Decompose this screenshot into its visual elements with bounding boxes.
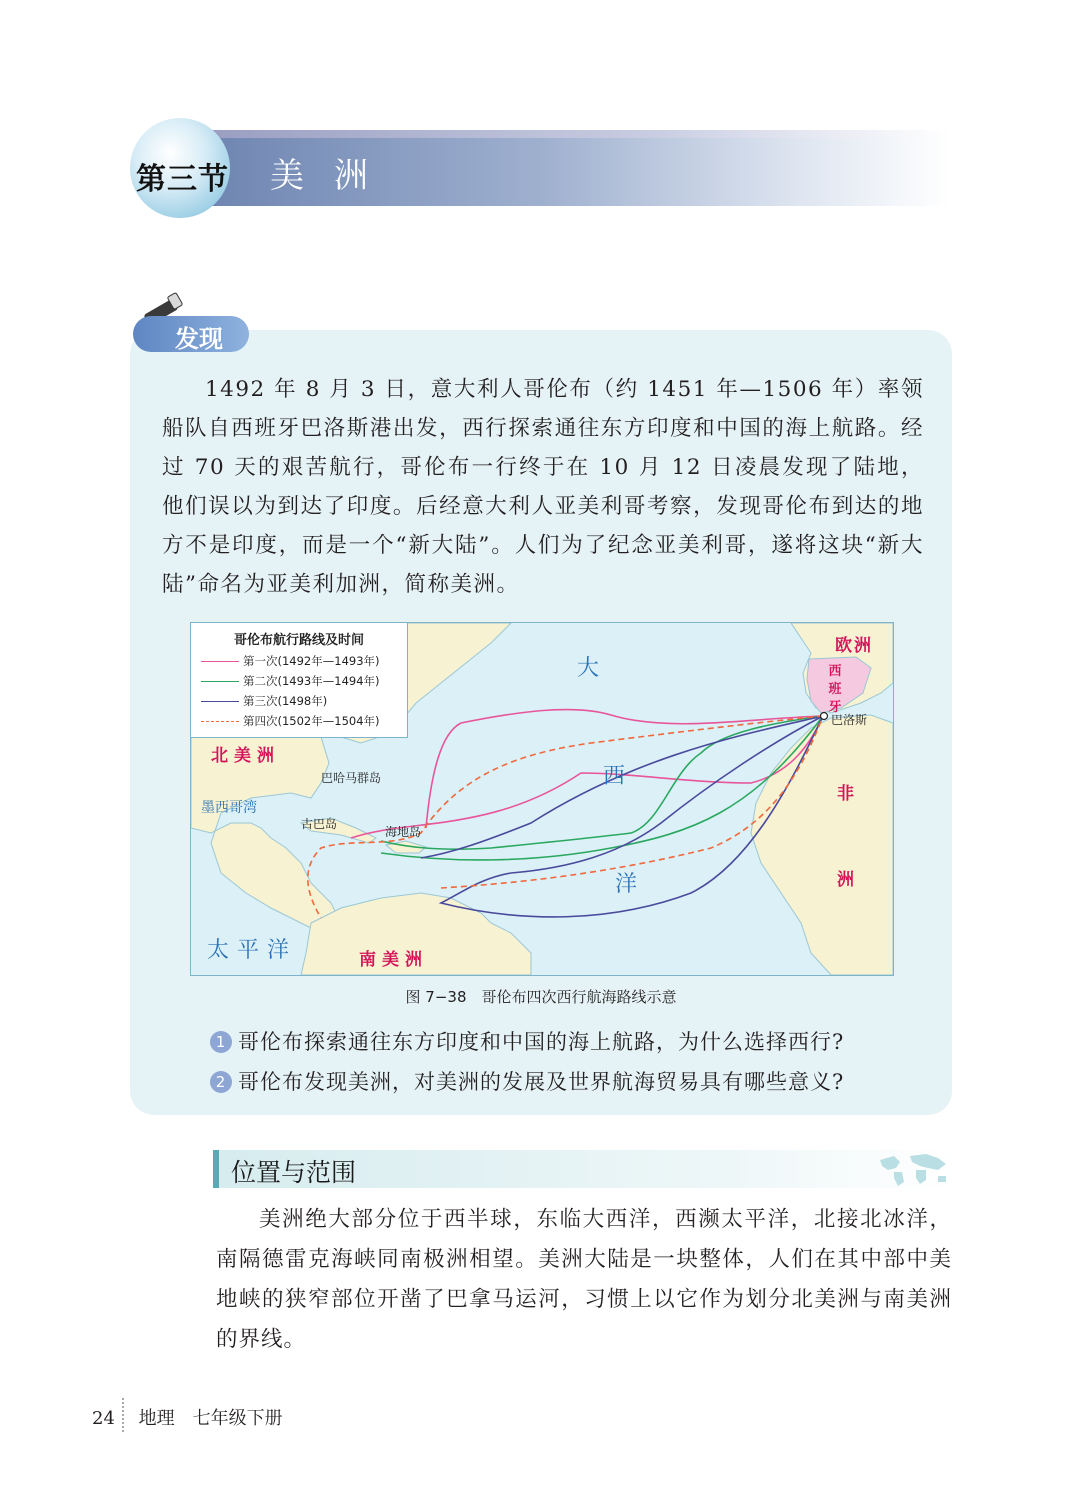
label-pacific: 太平洋: [207, 938, 298, 963]
legend-swatch: [201, 701, 239, 702]
label-bahamas: 巴哈马群岛: [321, 771, 382, 785]
world-map-icon: [876, 1148, 952, 1188]
question-1: [210, 1026, 844, 1056]
legend-label: 第二次(1493年—1494年): [243, 674, 380, 688]
section-label: 第三节: [136, 162, 229, 197]
legend-swatch: [201, 721, 239, 722]
legend-swatch: [201, 681, 239, 682]
map-legend: [191, 623, 408, 738]
legend-swatch: [201, 661, 239, 662]
question-number: 2: [210, 1071, 232, 1093]
page-footer: [92, 1404, 283, 1430]
legend-label: 第四次(1502年—1504年): [243, 714, 380, 728]
label-atlantic-2: 西: [603, 764, 626, 789]
label-atlantic-1: 大: [577, 656, 600, 681]
section-heading-bar: [213, 1150, 219, 1188]
label-gulf-mexico: 墨西哥湾: [201, 800, 257, 816]
route-first-return: [351, 716, 823, 838]
page-number: 24: [92, 1408, 115, 1429]
legend-label: 第一次(1492年—1493年): [243, 654, 380, 668]
section-paragraph: 美洲绝大部分位于西半球，东临大西洋，西濒太平洋，北接北冰洋，南隔德雷克海峡同南极洲相望。美洲大陆是一块整体，人们在其中部中美地峡的狭窄部位开凿了巴拿马运河，习惯上以它作为划分北美洲与南美洲的界线。: [216, 1207, 952, 1352]
question-text: 哥伦布探索通往东方印度和中国的海上航路，为什么选择西行?: [238, 1030, 845, 1054]
label-hispaniola: 海地岛: [385, 825, 422, 839]
land-africa: [751, 715, 893, 975]
label-spain: 西班牙: [828, 664, 842, 715]
label-palos: 巴洛斯: [831, 713, 868, 727]
label-europe: 欧洲: [835, 636, 873, 656]
label-cuba: 古巴岛: [301, 817, 338, 831]
question-text: 哥伦布发现美洲，对美洲的发展及世界航海贸易具有哪些意义?: [238, 1070, 845, 1094]
land-florida-mexico: [191, 737, 341, 933]
route-fourth: [308, 716, 823, 918]
legend-item: [201, 653, 380, 671]
section-title: 美洲: [270, 156, 398, 196]
label-atlantic-3: 洋: [615, 872, 638, 897]
section-heading-title: 位置与范围: [231, 1158, 357, 1187]
label-africa-1: 非: [837, 784, 860, 804]
label-africa-2: 洲: [837, 870, 860, 890]
legend-title: 哥伦布航行路线及时间: [233, 633, 364, 648]
legend-label: 第三次(1498年): [243, 694, 328, 708]
question-2: [210, 1066, 844, 1096]
book-title: 地理 七年级下册: [138, 1408, 283, 1429]
legend-item: [201, 673, 380, 691]
discovery-paragraph: 1492 年 8 月 3 日，意大利人哥伦布（约 1451 年—1506 年）率领船队自西班牙巴洛斯港出发，西行探索通往东方印度和中国的海上航路。经过 70 天的艰苦航行，哥伦布一行终于在 10 月 12 日凌晨发现了陆地，他们误以为到达了印度。后经意大利人亚美利哥考察，发现哥伦布到达的地方不是印度，而是一个“新大陆”。人们为了纪念亚美利哥，遂将这块“新大陆”命名为亚美利加洲，简称美洲。: [162, 377, 924, 597]
header-band-top: [210, 130, 950, 138]
legend-item: [201, 713, 380, 731]
label-north-america: 北美洲: [211, 746, 280, 766]
question-number: 1: [210, 1031, 232, 1053]
legend-item: [201, 693, 327, 711]
section-heading: [213, 1150, 953, 1188]
discovery-tag: [133, 316, 249, 352]
discovery-tag-label: 发现: [175, 325, 223, 353]
columbus-route-map: [190, 622, 894, 976]
label-south-america: 南美洲: [359, 950, 428, 970]
chapter-header: [130, 118, 950, 218]
footer-separator: [122, 1398, 126, 1432]
figure-caption: 图 7−38 哥伦布四次西行航海路线示意: [405, 988, 677, 1006]
